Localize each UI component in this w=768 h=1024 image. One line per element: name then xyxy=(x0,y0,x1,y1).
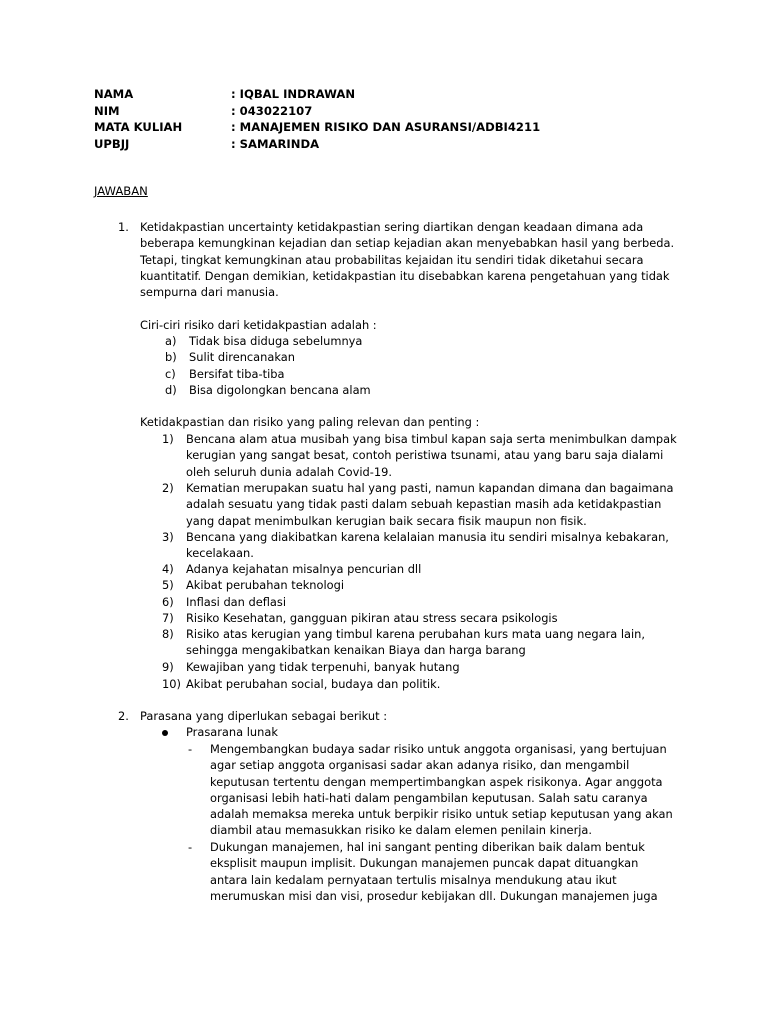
list-marker: 8) xyxy=(162,627,174,641)
list-item: Tidak bisa diduga sebelumnya xyxy=(189,334,363,348)
dash-item-line: Dukungan manajemen, hal ini sangant penting diberikan baik dalam bentuk xyxy=(210,840,645,854)
header-value: : 043022107 xyxy=(231,103,313,118)
list-item-line: Risiko Kesehatan, gangguan pikiran atau stress secara psikologis xyxy=(186,611,558,625)
list-item-line: Adanya kejahatan misalnya pencurian dll xyxy=(186,562,422,576)
dash-marker: - xyxy=(188,742,193,756)
list-item xyxy=(186,676,440,692)
list-item: Bersifat tiba-tiba xyxy=(189,367,285,381)
list-item-line: kecelakaan. xyxy=(186,546,254,561)
list-marker: 1) xyxy=(162,432,174,446)
list-marker: b) xyxy=(165,350,177,364)
relevan-title: Ketidakpastian dan risiko yang paling relevan dan penting : xyxy=(140,415,480,429)
dash-item xyxy=(210,741,673,839)
list-marker: 5) xyxy=(162,578,174,592)
header-value: : SAMARINDA xyxy=(231,136,320,151)
list-marker: 3) xyxy=(162,530,174,544)
paragraph-line: beberapa kemungkinan kejadian dan setiap kejadian akan menyebabkan hasil yang berbeda. xyxy=(140,236,675,251)
list-item xyxy=(186,561,421,577)
list-marker: c) xyxy=(165,367,176,381)
q2-number: 2. xyxy=(118,709,129,723)
jawaban-heading: JAWABAN xyxy=(94,184,148,198)
dash-item-line: merumuskan misi dan visi, prosedur kebijakan dll. Dukungan manajemen juga xyxy=(210,888,658,903)
dash-item-line: agar setiap anggota organisasi sadar akan adanya risiko, dan mengambil xyxy=(210,758,630,773)
list-marker: d) xyxy=(165,383,177,397)
header-row-mata-kuliah xyxy=(94,119,540,136)
ciri-title: Ciri-ciri risiko dari ketidakpastian adalah : xyxy=(140,318,377,332)
list-item-line: Bencana yang diakibatkan karena kelalaian manusia itu sendiri misalnya kebakaran, xyxy=(186,530,669,544)
list-item-line: Akibat perubahan teknologi xyxy=(186,578,345,592)
list-item xyxy=(186,610,558,626)
header-label: NAMA xyxy=(94,87,134,101)
dash-item-line: eksplisit maupun implisit. Dukungan manajemen puncak dapat dituangkan xyxy=(210,856,639,871)
header-row-upbjj xyxy=(94,136,540,153)
list-item-line: Kewajiban yang tidak terpenuhi, banyak hutang xyxy=(186,660,460,674)
bullet-label: Prasarana lunak xyxy=(186,725,278,739)
list-marker: 4) xyxy=(162,562,174,576)
paragraph-line: sempurna dari manusia. xyxy=(140,285,279,300)
list-item xyxy=(186,529,669,562)
dash-marker: - xyxy=(188,840,193,854)
dash-item-line: antara lain kedalam pernyataan tertulis misalnya mendukung atau ikut xyxy=(210,872,617,887)
q1-number: 1. xyxy=(118,220,129,234)
list-marker: 2) xyxy=(162,481,174,495)
dash-item-line: Mengembangkan budaya sadar risiko untuk anggota organisasi, yang bertujuan xyxy=(210,742,667,756)
identity-header xyxy=(94,86,540,152)
header-label: MATA KULIAH xyxy=(94,120,183,134)
paragraph-line: kuantitatif. Dengan demikian, ketidakpastian itu disebabkan karena pengetahuan yang tidak xyxy=(140,268,670,283)
dash-item-line: diambil atau memasukkan risiko ke dalam elemen penilain kinerja. xyxy=(210,823,593,838)
list-item xyxy=(186,577,344,593)
list-item xyxy=(186,480,674,529)
paragraph-line: Tetapi, tingkat kemungkinan atau probabilitas kejaidan itu sendiri tidak diketahui secara xyxy=(140,252,644,267)
header-row-nama xyxy=(94,86,540,103)
list-item-line: oleh seluruh dunia adalah Covid-19. xyxy=(186,464,392,479)
dash-item-line: keputusan tertentu dengan mempertimbangkan aspek risikonya. Agar anggota xyxy=(210,774,663,789)
q1-paragraph xyxy=(140,219,674,300)
list-item-line: Inflasi dan deflasi xyxy=(186,595,286,609)
list-item xyxy=(186,431,677,480)
list-item-line: Akibat perubahan social, budaya dan politik. xyxy=(186,677,441,691)
header-value: : MANAJEMEN RISIKO DAN ASURANSI/ADBI4211 xyxy=(231,120,541,134)
list-item-line: Risiko atas kerugian yang timbul karena perubahan kurs mata uang negara lain, xyxy=(186,627,646,641)
dash-item-line: organisasi lebih hati-hati dalam pengambilan keputusan. Salah satu caranya xyxy=(210,790,648,805)
list-marker: 10) xyxy=(162,677,181,691)
list-item-line: Bencana alam atua musibah yang bisa timbul kapan saja serta menimbulkan dampak xyxy=(186,432,677,446)
dash-item xyxy=(210,839,658,904)
list-marker: 7) xyxy=(162,611,174,625)
list-item: Bisa digolongkan bencana alam xyxy=(189,383,371,397)
paragraph-line: Ketidakpastian uncertainty ketidakpastian sering diartikan dengan keadaan dimana ada xyxy=(140,220,644,234)
list-item-line: Kematian merupakan suatu hal yang pasti, namun kapandan dimana dan bagaimana xyxy=(186,481,674,495)
list-item: Sulit direncanakan xyxy=(189,350,295,364)
header-value: : IQBAL INDRAWAN xyxy=(231,87,356,101)
header-label: UPBJJ xyxy=(94,136,130,151)
q2-title: Parasana yang diperlukan sebagai berikut : xyxy=(140,709,388,723)
list-item xyxy=(186,594,286,610)
list-item xyxy=(186,626,645,659)
list-marker: 9) xyxy=(162,660,174,674)
header-row-nim xyxy=(94,103,540,120)
list-item-line: adalah sesuatu yang tidak pasti dalam sebuah kepastian masih ada ketidakpastian xyxy=(186,497,662,512)
dash-item-line: adalah memaksa mereka untuk berpikir risiko untuk setiap keputusan yang akan xyxy=(210,807,673,822)
list-item-line: yang dapat menimbulkan kerugian baik secara fisik maupun non fisik. xyxy=(186,513,587,528)
list-marker: a) xyxy=(165,334,177,348)
list-marker: 6) xyxy=(162,595,174,609)
header-label: NIM xyxy=(94,103,120,118)
list-item-line: kerugian yang sangat besat, contoh peristiwa tsunami, atau yang baru saja dialami xyxy=(186,448,664,463)
bullet-dot-icon xyxy=(162,730,168,736)
list-item-line: sehingga mengakibatkan kenaikan Biaya dan harga barang xyxy=(186,643,526,658)
list-item xyxy=(186,659,460,675)
